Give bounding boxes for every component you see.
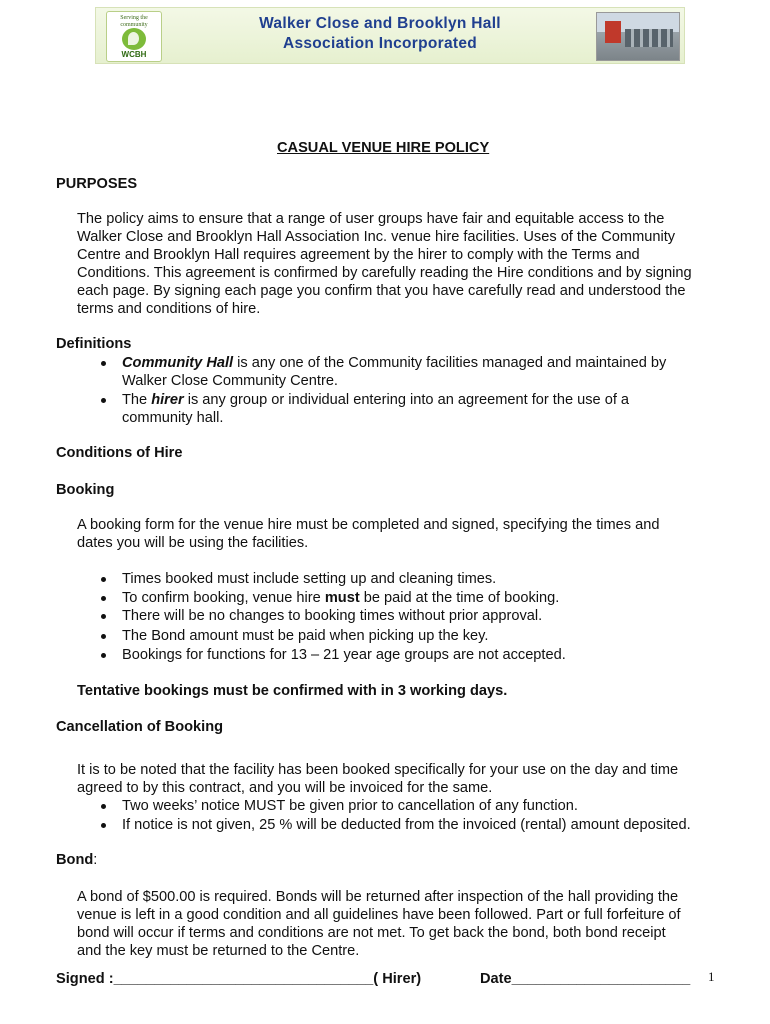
title-line-2: Association Incorporated: [282, 35, 478, 52]
bond-line: venue is left in a good condition and all guidelines have been followed. Part or full forfeiture of: [77, 907, 681, 923]
title-line-1: Walker Close and Brooklyn Hall: [259, 15, 501, 32]
bullet-icon: [101, 804, 106, 809]
bullet-icon: [101, 614, 106, 619]
bullet-icon: [101, 398, 106, 403]
date-signature-line[interactable]: Date______________________: [480, 971, 691, 987]
cancellation-line: It is to be noted that the facility has been booked specifically for your use on the day and time: [77, 762, 679, 778]
bond-line: A bond of $500.00 is required. Bonds will be returned after inspection of the hall providing the: [77, 889, 679, 905]
purposes-line: Centre and Brooklyn Hall requires agreement by the hirer to comply with the Terms and: [77, 247, 640, 263]
definition-term: hirer: [151, 392, 184, 408]
bond-line: and the key must be returned to the Centre.: [77, 943, 360, 959]
booking-bullet-text: be paid at the time of booking.: [359, 590, 560, 606]
leaf-icon: [122, 28, 146, 50]
definition-text: is any group or individual entering into an agreement for the use of a: [183, 392, 630, 408]
purposes-line: each page. By signing each page you confirm that you have carefully read and understood the: [77, 283, 686, 299]
booking-bullet-emphasis: must: [324, 590, 360, 606]
document-title: CASUAL VENUE HIRE POLICY: [277, 140, 490, 156]
definition-item: [122, 354, 666, 372]
cancellation-bullet: Two weeks’ notice MUST be given prior to cancellation of any function.: [122, 798, 578, 814]
bullet-icon: [101, 653, 106, 658]
cancellation-heading: Cancellation of Booking: [56, 719, 224, 735]
definition-text: The: [122, 392, 152, 408]
wcbh-logo: [106, 11, 162, 62]
booking-intro-line: A booking form for the venue hire must be completed and signed, specifying the times and: [77, 517, 660, 533]
tentative-booking-note: Tentative bookings must be confirmed with in 3 working days.: [77, 683, 508, 699]
page-number: 1: [708, 969, 715, 984]
purposes-line: Walker Close and Brooklyn Hall Association Inc. venue hire facilities. Uses of the Community: [77, 229, 676, 245]
conditions-heading: Conditions of Hire: [56, 445, 183, 461]
booking-bullet: There will be no changes to booking times without prior approval.: [122, 608, 543, 624]
booking-bullet: The Bond amount must be paid when picking up the key.: [122, 628, 489, 644]
definition-text: is any one of the Community facilities managed and maintained by: [233, 355, 667, 371]
hirer-signature-line[interactable]: Signed :________________________________( Hirer): [56, 971, 422, 987]
booking-heading: Booking: [56, 482, 115, 498]
bond-heading-colon: :: [93, 852, 98, 868]
building-photo: [596, 12, 680, 61]
header-banner: [95, 7, 685, 64]
booking-bullet: Bookings for functions for 13 – 21 year age groups are not accepted.: [122, 647, 566, 663]
cancellation-bullet: If notice is not given, 25 % will be deducted from the invoiced (rental) amount deposited.: [122, 817, 691, 833]
bond-line: bond will occur if terms and conditions are not met. To get back the bond, both bond receipt: [77, 925, 666, 941]
bullet-icon: [101, 634, 106, 639]
logo-text: WCBH: [121, 50, 147, 59]
purposes-line: Conditions. This agreement is confirmed by carefully reading the Hire conditions and by signing: [77, 265, 692, 281]
bullet-icon: [101, 361, 106, 366]
logo-tagline: Serving the community: [120, 15, 148, 28]
bond-heading-text: Bond: [56, 852, 94, 868]
booking-bullet: [122, 589, 559, 607]
booking-bullet-text: To confirm booking, venue hire: [122, 590, 325, 606]
bullet-icon: [101, 823, 106, 828]
definition-line: Walker Close Community Centre.: [122, 373, 338, 389]
booking-intro-line: dates you will be using the facilities.: [77, 535, 309, 551]
definitions-heading: Definitions: [56, 336, 132, 352]
definition-item: [122, 391, 629, 409]
cancellation-line: agreed to by this contract, and you will be invoiced for the same.: [77, 780, 493, 796]
booking-bullet: Times booked must include setting up and cleaning times.: [122, 571, 497, 587]
association-title: [166, 14, 594, 54]
bullet-icon: [101, 577, 106, 582]
bond-heading: [56, 851, 97, 869]
definition-line: community hall.: [122, 410, 224, 426]
purposes-heading: PURPOSES: [56, 176, 138, 192]
purposes-line: terms and conditions of hire.: [77, 301, 261, 317]
bullet-icon: [101, 596, 106, 601]
purposes-line: The policy aims to ensure that a range of user groups have fair and equitable access to the: [77, 211, 665, 227]
definition-term: Community Hall: [122, 355, 234, 371]
